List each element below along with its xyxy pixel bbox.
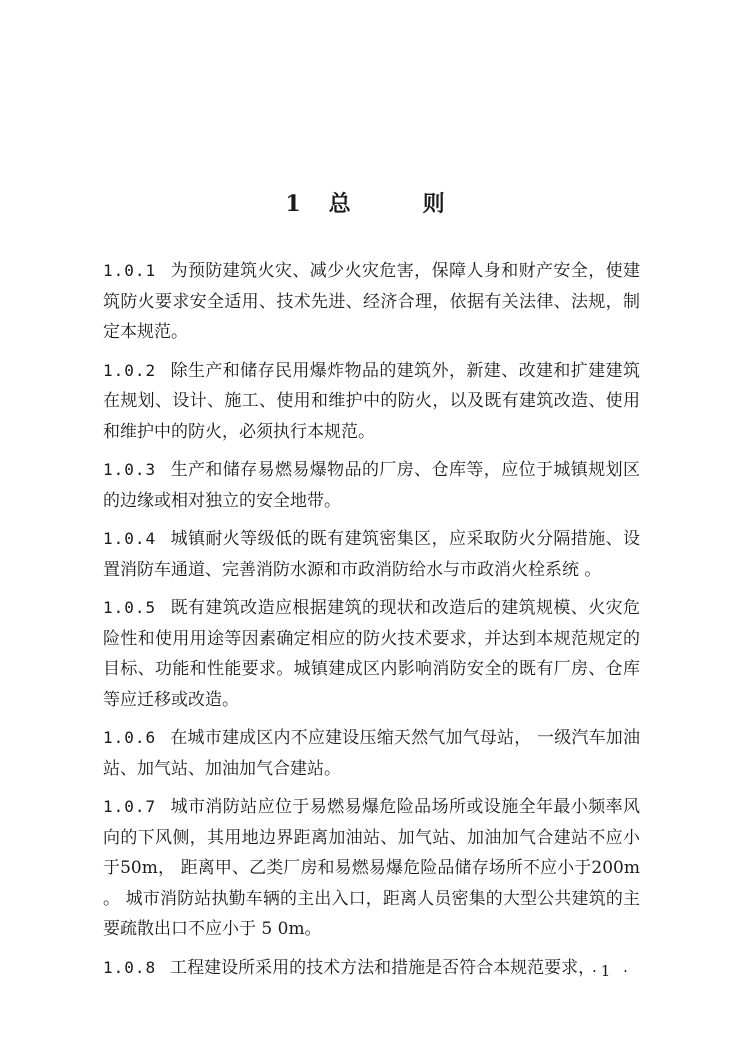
clause-1-0-8 xyxy=(103,953,640,984)
clause-text: 在城市建成区内不应建设压缩天然气加气母站， 一级汽车加油站、加气站、加油加气合建站。 xyxy=(103,728,640,779)
chapter-title xyxy=(0,187,730,218)
clause-1-0-6 xyxy=(103,723,640,784)
clause-text: 除生产和储存民用爆炸物品的建筑外，新建、改建和扩建建筑在规划、设计、施工、使用和维护中的防火，以及既有建筑改造、使用和维护中的防火，必须执行本规范。 xyxy=(103,360,640,442)
clause-number: 1.0.7 xyxy=(103,797,157,816)
chapter-title-word-1: 总 xyxy=(328,190,351,217)
clause-1-0-2 xyxy=(103,356,640,448)
clause-number: 1.0.5 xyxy=(103,598,157,617)
clause-1-0-5 xyxy=(103,593,640,715)
clause-text: 既有建筑改造应根据建筑的现状和改造后的建筑规模、火灾危险性和使用用途等因素确定相应的防火技术要求，并达到本规范规定的目标、功能和性能要求。城镇建成区内影响消防安全的既有厂房、仓库等应迁移或改造。 xyxy=(103,598,640,710)
clause-1-0-4 xyxy=(103,524,640,585)
clause-list xyxy=(103,256,640,991)
clause-text: 工程建设所采用的技术方法和措施是否符合本规范要求， xyxy=(170,957,596,978)
clause-text: 生产和储存易燃易爆物品的厂房、仓库等，应位于城镇规划区的边缘或相对独立的安全地带。 xyxy=(103,460,640,511)
clause-number: 1.0.3 xyxy=(103,460,157,479)
clause-number: 1.0.6 xyxy=(103,728,157,747)
clause-text: 城市消防站应位于易燃易爆危险品场所或设施全年最小频率风向的下风侧，其用地边界距离加油站、加气站、加油加气合建站不应小于50m， 距离甲、乙类厂房和易燃易爆危险品储存场所不应小于200m 。 城市消防站执勤车辆的主出入口，距离人员密集的大型公共建筑的主要疏散出口不应小于 5 0m。 xyxy=(103,797,640,939)
clause-number: 1.0.1 xyxy=(103,261,157,280)
clause-number: 1.0.8 xyxy=(103,957,157,977)
clause-1-0-3 xyxy=(103,455,640,516)
clause-text: 为预防建筑火灾、减少火灾危害，保障人身和财产安全，使建筑防火要求安全适用、技术先进、经济合理，依据有关法律、法规，制定本规范。 xyxy=(103,261,640,342)
clause-number: 1.0.2 xyxy=(103,360,157,380)
clause-text: 城镇耐火等级低的既有建筑密集区，应采取防火分隔措施、设置消防车通道、完善消防水源和市政消防给水与市政消火栓系统 。 xyxy=(103,529,640,580)
clause-1-0-7 xyxy=(103,792,640,945)
chapter-number: 1 xyxy=(285,190,301,217)
clause-number: 1.0.4 xyxy=(103,529,157,548)
clause-1-0-1 xyxy=(103,256,640,348)
page-number: ·1 · xyxy=(592,962,632,980)
chapter-title-word-2: 则 xyxy=(422,190,445,217)
